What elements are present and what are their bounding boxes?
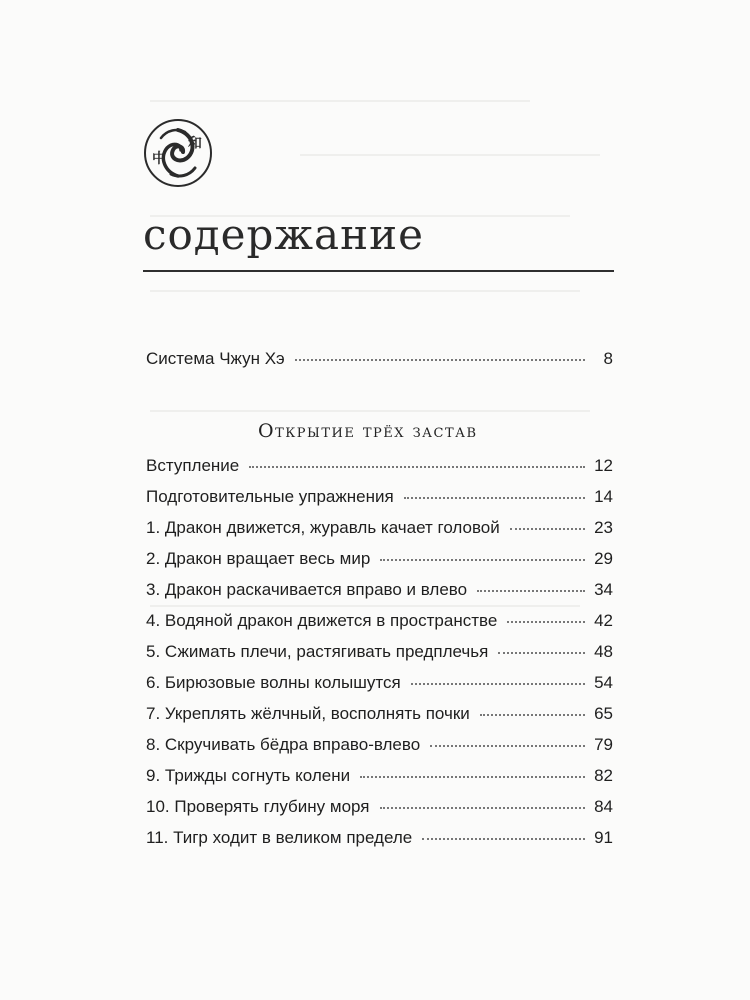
dot-leader: [249, 465, 585, 468]
toc-entry-label: 5. Сжимать плечи, растягивать предплечья: [146, 642, 489, 661]
dot-leader: [380, 806, 585, 809]
toc-entry-label: 1. Дракон движется, журавль качает головой: [146, 518, 500, 537]
dot-leader: [480, 713, 585, 716]
dot-leader: [360, 775, 585, 778]
toc-entry[interactable]: [146, 828, 613, 854]
dot-leader: [477, 589, 585, 592]
toc-entry-label: 11. Тигр ходит в великом пределе: [146, 828, 413, 847]
show-through-line: [150, 410, 590, 412]
toc-entry-page: 65: [594, 704, 613, 723]
toc-entry-label: 9. Трижды согнуть колени: [146, 766, 351, 785]
toc-entry[interactable]: [146, 642, 613, 668]
dot-leader: [498, 651, 585, 654]
toc-entry[interactable]: [146, 456, 613, 482]
toc-entry-page: 79: [594, 735, 613, 754]
dot-leader: [411, 682, 585, 685]
toc-entry[interactable]: [146, 518, 613, 544]
toc-entry-label: 3. Дракон раскачивается вправо и влево: [146, 580, 468, 599]
toc-entry-page: 14: [594, 487, 613, 506]
dot-leader: [422, 837, 585, 840]
dot-leader: [430, 744, 585, 747]
show-through-line: [150, 100, 530, 102]
show-through-line: [150, 290, 580, 292]
dot-leader: [295, 358, 585, 361]
toc-entry-page: 48: [594, 642, 613, 661]
toc-entry-label: Подготовительные упражнения: [146, 487, 394, 506]
toc-entry-page: 23: [594, 518, 613, 537]
page-title: содержание: [143, 210, 424, 259]
toc-entry-intro[interactable]: [146, 349, 613, 375]
dot-leader: [507, 620, 585, 623]
section-heading: Открытие трёх застав: [258, 420, 478, 442]
toc-entry[interactable]: [146, 704, 613, 730]
toc-entry-label: 2. Дракон вращает весь мир: [146, 549, 371, 568]
toc-entry-label: 4. Водяной дракон движется в пространстве: [146, 611, 498, 630]
toc-entry[interactable]: [146, 797, 613, 823]
toc-entry-label: 10. Проверять глубину моря: [146, 797, 370, 816]
toc-entry-page: 12: [594, 456, 613, 475]
dot-leader: [510, 527, 585, 530]
toc-entry[interactable]: [146, 549, 613, 575]
toc-entry[interactable]: [146, 611, 613, 637]
toc-entry-page: 8: [603, 349, 613, 368]
toc-entry-page: 29: [594, 549, 613, 568]
toc-entry-label: 6. Бирюзовые волны колышутся: [146, 673, 401, 692]
toc-entry-label: 7. Укреплять жёлчный, восполнять почки: [146, 704, 470, 723]
toc-entry-page: 42: [594, 611, 613, 630]
toc-entry-page: 54: [594, 673, 613, 692]
logo-glyph-right: 和: [188, 136, 202, 152]
dot-leader: [380, 558, 585, 561]
toc-entry-label: Вступление: [146, 456, 240, 475]
toc-entry-label: Система Чжун Хэ: [146, 349, 285, 368]
toc-entry[interactable]: [146, 766, 613, 792]
dot-leader: [404, 496, 585, 499]
title-divider: [143, 270, 614, 272]
toc-entry[interactable]: [146, 580, 613, 606]
toc-entry-page: 82: [594, 766, 613, 785]
toc-entry-page: 84: [594, 797, 613, 816]
toc-entry[interactable]: [146, 735, 613, 761]
toc-entry-label: 8. Скручивать бёдра вправо-влево: [146, 735, 421, 754]
toc-entry[interactable]: [146, 673, 613, 699]
toc-entry-page: 34: [594, 580, 613, 599]
logo-glyph-left: 中: [152, 151, 166, 167]
toc-entry[interactable]: [146, 487, 613, 513]
show-through-line: [300, 154, 600, 156]
zhong-he-logo-icon: [143, 118, 213, 188]
toc-entry-page: 91: [594, 828, 613, 847]
